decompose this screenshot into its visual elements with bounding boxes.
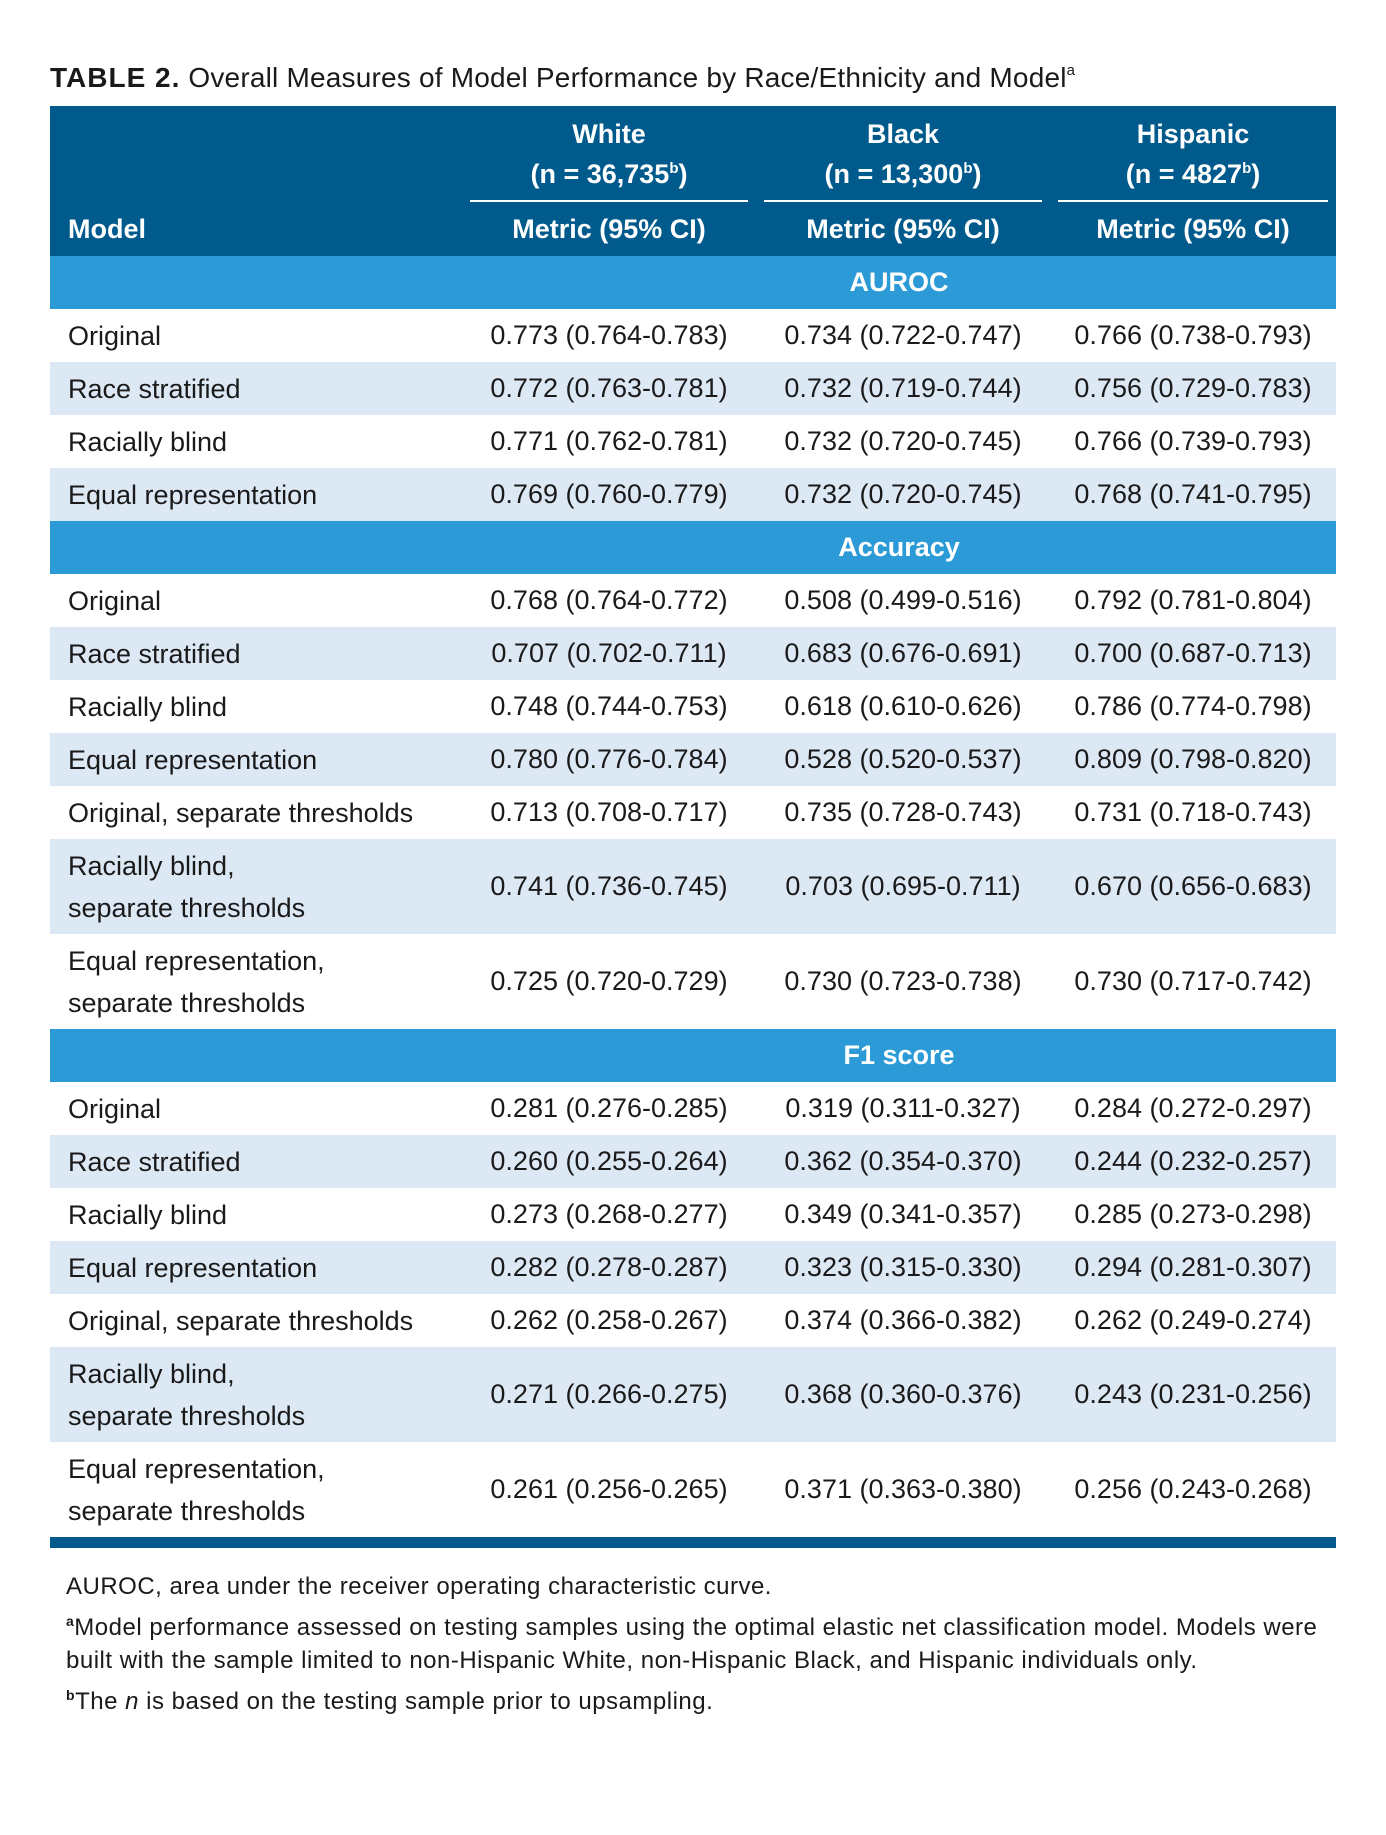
metric-value-cell: 0.732 (0.719-0.744)	[756, 362, 1050, 415]
model-name-cell	[50, 786, 462, 839]
metric-value-cell: 0.707 (0.702-0.711)	[462, 627, 756, 680]
table-row	[50, 1294, 1336, 1347]
metric-value-cell: 0.725 (0.720-0.729)	[462, 934, 756, 1029]
metric-value-cell: 0.244 (0.232-0.257)	[1050, 1135, 1336, 1188]
metric-value-cell: 0.262 (0.249-0.274)	[1050, 1294, 1336, 1347]
note-a	[66, 1611, 1336, 1677]
note-b-pre: The	[75, 1688, 126, 1715]
metric-value-cell: 0.260 (0.255-0.264)	[462, 1135, 756, 1188]
table-row	[50, 1135, 1336, 1188]
metric-value-cell: 0.786 (0.774-0.798)	[1050, 680, 1336, 733]
metric-value-cell: 0.732 (0.720-0.745)	[756, 468, 1050, 521]
header-metric-hispanic: Metric (95% CI)	[1050, 202, 1336, 256]
metric-value-cell: 0.256 (0.243-0.268)	[1050, 1442, 1336, 1537]
header-group-black	[756, 106, 1050, 202]
table-notes	[50, 1570, 1336, 1718]
model-name-line: separate thresholds	[68, 1400, 306, 1431]
metric-value-cell: 0.731 (0.718-0.743)	[1050, 786, 1336, 839]
model-name-line: Racially blind,	[68, 1358, 235, 1389]
metric-value-cell: 0.362 (0.354-0.370)	[756, 1135, 1050, 1188]
model-name-line: Race stratified	[68, 1146, 241, 1177]
model-name-line: Racially blind	[68, 426, 228, 457]
model-name-line: separate thresholds	[68, 1495, 306, 1526]
note-b	[66, 1685, 1336, 1718]
metric-value-cell: 0.261 (0.256-0.265)	[462, 1442, 756, 1537]
table-row	[50, 1082, 1336, 1135]
header-model: Model	[50, 202, 462, 256]
metric-value-cell: 0.273 (0.268-0.277)	[462, 1188, 756, 1241]
group-n-mark: b	[1242, 160, 1252, 177]
model-name-line: Equal representation	[68, 479, 318, 510]
table-row	[50, 362, 1336, 415]
model-name-cell	[50, 733, 462, 786]
metric-value-cell: 0.243 (0.231-0.256)	[1050, 1347, 1336, 1442]
note-a-text: Model performance assessed on testing samples using the optimal elastic net classification model. Models were built with the sample limited to non-Hispanic White, non-Hispanic Black, and Hispanic individuals only.	[66, 1614, 1318, 1674]
model-name-line: Equal representation	[68, 744, 318, 775]
section-header-row	[50, 1029, 1336, 1082]
group-name: Black	[866, 119, 940, 149]
metric-value-cell: 0.349 (0.341-0.357)	[756, 1188, 1050, 1241]
table-row	[50, 309, 1336, 362]
model-name-cell	[50, 839, 462, 934]
table-row	[50, 1347, 1336, 1442]
metric-value-cell: 0.756 (0.729-0.783)	[1050, 362, 1336, 415]
model-name-line: Racially blind	[68, 691, 228, 722]
title-footnote-mark: a	[1066, 62, 1076, 79]
model-name-cell	[50, 1241, 462, 1294]
metric-value-cell: 0.713 (0.708-0.717)	[462, 786, 756, 839]
model-name-cell	[50, 415, 462, 468]
group-n: (n = 13,300	[824, 159, 964, 189]
model-name-cell	[50, 1188, 462, 1241]
metric-value-cell: 0.262 (0.258-0.267)	[462, 1294, 756, 1347]
header-group-hispanic	[1050, 106, 1336, 202]
model-name-cell	[50, 468, 462, 521]
table-row	[50, 1241, 1336, 1294]
model-name-cell	[50, 934, 462, 1029]
model-name-line: Race stratified	[68, 373, 241, 404]
model-name-line: Original	[68, 320, 162, 351]
metric-value-cell: 0.771 (0.762-0.781)	[462, 415, 756, 468]
model-name-cell	[50, 680, 462, 733]
metric-value-cell: 0.319 (0.311-0.327)	[756, 1082, 1050, 1135]
group-n-close: )	[972, 159, 982, 189]
metric-value-cell: 0.282 (0.278-0.287)	[462, 1241, 756, 1294]
metric-value-cell: 0.368 (0.360-0.376)	[756, 1347, 1050, 1442]
metric-value-cell: 0.284 (0.272-0.297)	[1050, 1082, 1336, 1135]
table-body	[50, 256, 1336, 1537]
metric-value-cell: 0.732 (0.720-0.745)	[756, 415, 1050, 468]
model-name-cell	[50, 309, 462, 362]
metric-value-cell: 0.683 (0.676-0.691)	[756, 627, 1050, 680]
metric-value-cell: 0.772 (0.763-0.781)	[462, 362, 756, 415]
metric-value-cell: 0.323 (0.315-0.330)	[756, 1241, 1050, 1294]
header-empty-cell	[50, 106, 462, 202]
metric-value-cell: 0.271 (0.266-0.275)	[462, 1347, 756, 1442]
table-row	[50, 627, 1336, 680]
metric-value-cell: 0.766 (0.739-0.793)	[1050, 415, 1336, 468]
model-name-line: Equal representation,	[68, 1453, 325, 1484]
model-name-cell	[50, 1294, 462, 1347]
metric-value-cell: 0.281 (0.276-0.285)	[462, 1082, 756, 1135]
table-bottom-bar	[50, 1537, 1336, 1548]
header-metric-black: Metric (95% CI)	[756, 202, 1050, 256]
section-header-row	[50, 521, 1336, 574]
note-b-n: n	[125, 1688, 139, 1715]
table-figure	[50, 58, 1336, 1726]
metric-value-cell: 0.618 (0.610-0.626)	[756, 680, 1050, 733]
model-name-line: separate thresholds	[68, 987, 306, 1018]
metric-value-cell: 0.792 (0.781-0.804)	[1050, 574, 1336, 627]
group-n-mark: b	[963, 160, 973, 177]
model-name-line: Original	[68, 585, 162, 616]
model-name-cell	[50, 574, 462, 627]
metric-value-cell: 0.780 (0.776-0.784)	[462, 733, 756, 786]
table-row	[50, 1442, 1336, 1537]
group-name: White	[572, 119, 646, 149]
header-group-row	[50, 106, 1336, 202]
note-abbreviation: AUROC, area under the receiver operating characteristic curve.	[66, 1573, 772, 1600]
group-name: Hispanic	[1136, 119, 1250, 149]
model-name-cell	[50, 1135, 462, 1188]
metric-value-cell: 0.748 (0.744-0.753)	[462, 680, 756, 733]
metric-value-cell: 0.285 (0.273-0.298)	[1050, 1188, 1336, 1241]
header-metric-row	[50, 202, 1336, 256]
model-name-line: Racially blind	[68, 1199, 228, 1230]
metric-value-cell: 0.768 (0.764-0.772)	[462, 574, 756, 627]
metric-value-cell: 0.773 (0.764-0.783)	[462, 309, 756, 362]
metric-value-cell: 0.734 (0.722-0.747)	[756, 309, 1050, 362]
model-name-line: Original, separate thresholds	[68, 797, 414, 828]
section-label: Accuracy	[50, 521, 1336, 574]
table-title	[50, 58, 1336, 106]
note-a-mark: a	[66, 1613, 75, 1629]
header-group-white	[462, 106, 756, 202]
metric-value-cell: 0.703 (0.695-0.711)	[756, 839, 1050, 934]
table-row	[50, 733, 1336, 786]
performance-table	[50, 106, 1336, 1537]
table-row	[50, 934, 1336, 1029]
model-name-line: Race stratified	[68, 638, 241, 669]
metric-value-cell: 0.809 (0.798-0.820)	[1050, 733, 1336, 786]
group-n: (n = 4827	[1125, 159, 1243, 189]
model-name-line: Original	[68, 1093, 162, 1124]
metric-value-cell: 0.528 (0.520-0.537)	[756, 733, 1050, 786]
section-label: AUROC	[50, 256, 1336, 309]
group-n: (n = 36,735	[530, 159, 670, 189]
metric-value-cell: 0.730 (0.717-0.742)	[1050, 934, 1336, 1029]
model-name-cell	[50, 1082, 462, 1135]
header-metric-white: Metric (95% CI)	[462, 202, 756, 256]
model-name-line: Original, separate thresholds	[68, 1305, 414, 1336]
metric-value-cell: 0.768 (0.741-0.795)	[1050, 468, 1336, 521]
table-row	[50, 1188, 1336, 1241]
table-row	[50, 680, 1336, 733]
metric-value-cell: 0.670 (0.656-0.683)	[1050, 839, 1336, 934]
metric-value-cell: 0.730 (0.723-0.738)	[756, 934, 1050, 1029]
model-name-cell	[50, 627, 462, 680]
metric-value-cell: 0.371 (0.363-0.380)	[756, 1442, 1050, 1537]
model-name-line: separate thresholds	[68, 892, 306, 923]
table-title-text: Overall Measures of Model Performance by Race/Ethnicity and Model	[188, 62, 1067, 93]
table-row	[50, 574, 1336, 627]
section-label: F1 score	[50, 1029, 1336, 1082]
model-name-cell	[50, 362, 462, 415]
metric-value-cell: 0.700 (0.687-0.713)	[1050, 627, 1336, 680]
group-n-close: )	[1251, 159, 1261, 189]
model-name-line: Equal representation,	[68, 945, 325, 976]
table-row	[50, 415, 1336, 468]
metric-value-cell: 0.766 (0.738-0.793)	[1050, 309, 1336, 362]
metric-value-cell: 0.374 (0.366-0.382)	[756, 1294, 1050, 1347]
table-row	[50, 786, 1336, 839]
metric-value-cell: 0.769 (0.760-0.779)	[462, 468, 756, 521]
model-name-line: Racially blind,	[68, 850, 235, 881]
table-row	[50, 839, 1336, 934]
note-b-mark: b	[66, 1687, 76, 1703]
metric-value-cell: 0.294 (0.281-0.307)	[1050, 1241, 1336, 1294]
group-n-close: )	[678, 159, 688, 189]
group-n-mark: b	[669, 160, 679, 177]
metric-value-cell: 0.735 (0.728-0.743)	[756, 786, 1050, 839]
model-name-cell	[50, 1442, 462, 1537]
table-label: TABLE 2.	[50, 62, 181, 93]
section-header-row	[50, 256, 1336, 309]
metric-value-cell: 0.741 (0.736-0.745)	[462, 839, 756, 934]
table-row	[50, 468, 1336, 521]
model-name-line: Equal representation	[68, 1252, 318, 1283]
note-b-post: is based on the testing sample prior to upsampling.	[138, 1688, 714, 1715]
model-name-cell	[50, 1347, 462, 1442]
metric-value-cell: 0.508 (0.499-0.516)	[756, 574, 1050, 627]
